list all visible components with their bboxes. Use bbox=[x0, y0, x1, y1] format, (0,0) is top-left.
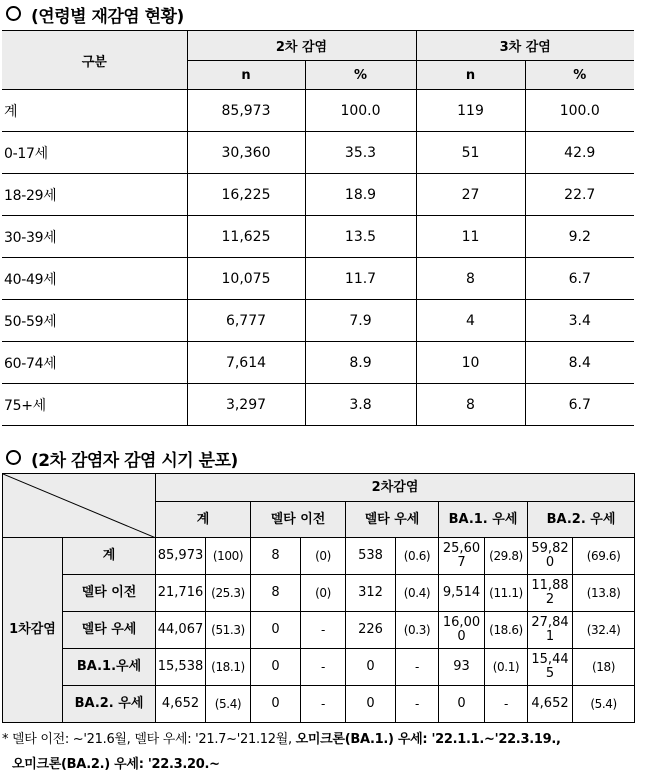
footnote-bold: 오미크론(BA.1.) 우세: '22.1.1.~'22.3.19., bbox=[295, 732, 561, 747]
header-second-infection: 2차감염 bbox=[156, 474, 635, 502]
cell-p3: 9.2 bbox=[525, 216, 634, 258]
cell: (0.4) bbox=[396, 575, 439, 612]
cell-p3: 42.9 bbox=[525, 132, 634, 174]
cell-p3: 8.4 bbox=[525, 342, 634, 384]
cell: (5.4) bbox=[573, 686, 635, 723]
cell-n2: 6,777 bbox=[187, 300, 305, 342]
cell: (18.6) bbox=[485, 612, 528, 649]
cell: 8 bbox=[251, 575, 301, 612]
cell: - bbox=[301, 612, 346, 649]
cell-p2: 7.9 bbox=[305, 300, 416, 342]
cell-p2: 35.3 bbox=[305, 132, 416, 174]
cell: 21,716 bbox=[156, 575, 206, 612]
table-row bbox=[2, 132, 634, 174]
cell: - bbox=[396, 649, 439, 686]
row-label: 18-29세 bbox=[2, 174, 187, 216]
cell-n2: 11,625 bbox=[187, 216, 305, 258]
cell-p3: 3.4 bbox=[525, 300, 634, 342]
cell: 27,841 bbox=[528, 612, 573, 649]
cell: 9,514 bbox=[439, 575, 485, 612]
table-row bbox=[2, 342, 634, 384]
cell-n2: 16,225 bbox=[187, 174, 305, 216]
row-label: 50-59세 bbox=[2, 300, 187, 342]
header-second-infection: 2차 감염 bbox=[187, 31, 416, 61]
cell: (18.1) bbox=[206, 649, 251, 686]
footnote-bold: 오미크론(BA.2.) 우세: '22.3.20.~ bbox=[12, 757, 220, 772]
cell: - bbox=[301, 649, 346, 686]
row-label: BA.2. 우세 bbox=[63, 686, 156, 723]
cell: 85,973 bbox=[156, 538, 206, 575]
row-label: 0-17세 bbox=[2, 132, 187, 174]
cell-n3: 10 bbox=[416, 342, 525, 384]
cell: 4,652 bbox=[528, 686, 573, 723]
cell: (0.3) bbox=[396, 612, 439, 649]
cell-n3: 11 bbox=[416, 216, 525, 258]
table-row bbox=[2, 384, 634, 426]
section2-title bbox=[6, 446, 238, 471]
cell-n3: 27 bbox=[416, 174, 525, 216]
row-label: 40-49세 bbox=[2, 258, 187, 300]
row-group-first-infection: 1차감염 bbox=[3, 538, 63, 723]
cell-n3: 119 bbox=[416, 90, 525, 132]
cell: 44,067 bbox=[156, 612, 206, 649]
section1-title-text: (연령별 재감염 현황) bbox=[31, 7, 184, 27]
cell: 0 bbox=[251, 612, 301, 649]
cell: (32.4) bbox=[573, 612, 635, 649]
table-row bbox=[3, 538, 635, 575]
cell-n2: 30,360 bbox=[187, 132, 305, 174]
cell: (0) bbox=[301, 575, 346, 612]
table-row bbox=[3, 686, 635, 723]
cell-p2: 13.5 bbox=[305, 216, 416, 258]
cell-p3: 6.7 bbox=[525, 384, 634, 426]
cell: (13.8) bbox=[573, 575, 635, 612]
cell-n3: 8 bbox=[416, 258, 525, 300]
diagonal-line bbox=[3, 474, 156, 538]
table-row bbox=[3, 649, 635, 686]
cell: (18) bbox=[573, 649, 635, 686]
cell: (0.1) bbox=[485, 649, 528, 686]
cell: 226 bbox=[346, 612, 396, 649]
footnote-plain: * 델타 이전: ~'21.6월, 델타 우세: '21.7~'21.12월, bbox=[2, 732, 296, 747]
header-third-infection: 3차 감염 bbox=[416, 31, 634, 61]
row-label: 델타 이전 bbox=[63, 575, 156, 612]
cell: (0.6) bbox=[396, 538, 439, 575]
cell-p2: 100.0 bbox=[305, 90, 416, 132]
cell: 15,445 bbox=[528, 649, 573, 686]
cell: 312 bbox=[346, 575, 396, 612]
cell-n2: 10,075 bbox=[187, 258, 305, 300]
cell: (0) bbox=[301, 538, 346, 575]
cell-n2: 3,297 bbox=[187, 384, 305, 426]
cell: 16,000 bbox=[439, 612, 485, 649]
cell-p3: 100.0 bbox=[525, 90, 634, 132]
cell: (69.6) bbox=[573, 538, 635, 575]
circle-bullet-icon bbox=[6, 450, 21, 465]
cell: (25.3) bbox=[206, 575, 251, 612]
cell: - bbox=[485, 686, 528, 723]
header-pct: % bbox=[305, 61, 416, 90]
header-group: 구분 bbox=[2, 31, 187, 90]
cell: - bbox=[301, 686, 346, 723]
cell-n3: 8 bbox=[416, 384, 525, 426]
table-row bbox=[2, 258, 634, 300]
cell-n3: 4 bbox=[416, 300, 525, 342]
table-row bbox=[2, 216, 634, 258]
cell: 15,538 bbox=[156, 649, 206, 686]
cell: 25,607 bbox=[439, 538, 485, 575]
cell: (11.1) bbox=[485, 575, 528, 612]
header-n: n bbox=[416, 61, 525, 90]
cell-p3: 6.7 bbox=[525, 258, 634, 300]
cell: (5.4) bbox=[206, 686, 251, 723]
header-col-ba2: BA.2. 우세 bbox=[528, 502, 635, 538]
footnote-line1 bbox=[2, 727, 561, 752]
reinfection-period-table bbox=[2, 473, 635, 723]
row-label: 계 bbox=[63, 538, 156, 575]
cell-p2: 3.8 bbox=[305, 384, 416, 426]
footnote-line2 bbox=[2, 752, 561, 777]
table-row bbox=[3, 575, 635, 612]
cell: - bbox=[396, 686, 439, 723]
cell: 4,652 bbox=[156, 686, 206, 723]
circle-bullet-icon bbox=[6, 6, 21, 21]
table-row bbox=[2, 90, 634, 132]
cell: 8 bbox=[251, 538, 301, 575]
cell: 93 bbox=[439, 649, 485, 686]
cell-p3: 22.7 bbox=[525, 174, 634, 216]
cell-p2: 18.9 bbox=[305, 174, 416, 216]
table-row bbox=[2, 174, 634, 216]
cell-p2: 8.9 bbox=[305, 342, 416, 384]
diagonal-header-cell bbox=[3, 474, 156, 538]
table-row bbox=[3, 612, 635, 649]
cell: 0 bbox=[251, 686, 301, 723]
cell: 0 bbox=[346, 686, 396, 723]
cell-n3: 51 bbox=[416, 132, 525, 174]
cell: 59,820 bbox=[528, 538, 573, 575]
cell: 538 bbox=[346, 538, 396, 575]
cell: 0 bbox=[346, 649, 396, 686]
cell: 11,882 bbox=[528, 575, 573, 612]
row-label: BA.1.우세 bbox=[63, 649, 156, 686]
header-col-total: 계 bbox=[156, 502, 251, 538]
cell-p2: 11.7 bbox=[305, 258, 416, 300]
row-label: 30-39세 bbox=[2, 216, 187, 258]
footnote bbox=[2, 727, 561, 777]
row-label: 델타 우세 bbox=[63, 612, 156, 649]
cell: 0 bbox=[251, 649, 301, 686]
header-n: n bbox=[187, 61, 305, 90]
cell: 0 bbox=[439, 686, 485, 723]
section2-title-text: (2차 감염자 감염 시기 분포) bbox=[31, 451, 238, 471]
row-label: 60-74세 bbox=[2, 342, 187, 384]
header-col-delta: 델타 우세 bbox=[346, 502, 439, 538]
cell: (51.3) bbox=[206, 612, 251, 649]
cell-n2: 85,973 bbox=[187, 90, 305, 132]
cell: (29.8) bbox=[485, 538, 528, 575]
header-pct: % bbox=[525, 61, 634, 90]
table-row bbox=[2, 300, 634, 342]
header-col-ba1: BA.1. 우세 bbox=[439, 502, 528, 538]
section1-title bbox=[6, 2, 184, 27]
header-col-pre-delta: 델타 이전 bbox=[251, 502, 346, 538]
cell-n2: 7,614 bbox=[187, 342, 305, 384]
age-reinfection-table bbox=[2, 30, 634, 426]
row-label: 75+세 bbox=[2, 384, 187, 426]
row-label: 계 bbox=[2, 90, 187, 132]
cell: (100) bbox=[206, 538, 251, 575]
